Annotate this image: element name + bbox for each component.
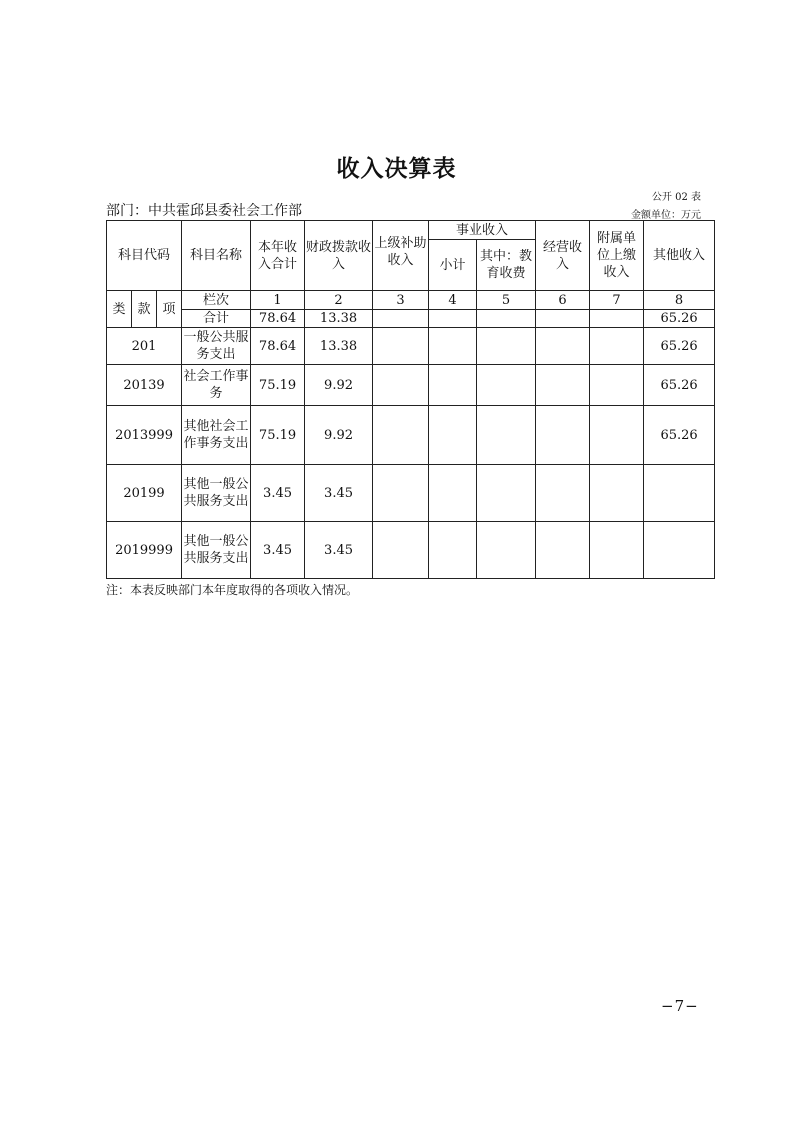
header-other: 其他收入 bbox=[644, 221, 715, 291]
col-no-4: 4 bbox=[429, 291, 477, 310]
header-row-1 bbox=[107, 221, 715, 240]
table-row-total bbox=[107, 310, 715, 328]
page-number: −7− bbox=[661, 997, 699, 1015]
cell-edu bbox=[477, 328, 536, 365]
cell-code: 2013999 bbox=[107, 406, 182, 465]
cell-fiscal: 3.45 bbox=[305, 522, 373, 579]
cell-upper bbox=[373, 365, 429, 406]
cell-upper bbox=[373, 406, 429, 465]
cell-code: 20199 bbox=[107, 465, 182, 522]
cell-upper bbox=[373, 328, 429, 365]
income-table bbox=[106, 220, 715, 579]
cell-edu bbox=[477, 522, 536, 579]
cell-total: 3.45 bbox=[251, 522, 305, 579]
cell-operating bbox=[536, 465, 590, 522]
cell-other: 65.26 bbox=[644, 365, 715, 406]
amount-unit: 金额单位：万元 bbox=[631, 210, 701, 221]
table-note: 注：本表反映部门本年度取得的各项收入情况。 bbox=[106, 583, 359, 597]
cell-name: 合计 bbox=[182, 310, 251, 328]
cell-operating bbox=[536, 310, 590, 328]
header-xiang: 项 bbox=[157, 291, 182, 328]
form-number: 公开 02 表 bbox=[651, 192, 701, 203]
cell-subsidiary bbox=[590, 310, 644, 328]
header-upper: 上级补助收入 bbox=[373, 221, 429, 291]
header-kuan: 款 bbox=[132, 291, 157, 328]
cell-name: 其他一般公共服务支出 bbox=[182, 465, 251, 522]
col-no-6: 6 bbox=[536, 291, 590, 310]
header-name: 科目名称 bbox=[182, 221, 251, 291]
cell-other: 65.26 bbox=[644, 406, 715, 465]
cell-subsidiary bbox=[590, 365, 644, 406]
cell-other: 65.26 bbox=[644, 310, 715, 328]
cell-subtotal bbox=[429, 465, 477, 522]
col-no-8: 8 bbox=[644, 291, 715, 310]
cell-edu bbox=[477, 365, 536, 406]
header-code: 科目代码 bbox=[107, 221, 182, 291]
cell-code: 201 bbox=[107, 328, 182, 365]
cell-operating bbox=[536, 522, 590, 579]
table-row bbox=[107, 406, 715, 465]
cell-other bbox=[644, 522, 715, 579]
cell-subsidiary bbox=[590, 522, 644, 579]
cell-upper bbox=[373, 465, 429, 522]
cell-name: 其他一般公共服务支出 bbox=[182, 522, 251, 579]
cell-edu bbox=[477, 406, 536, 465]
header-business: 事业收入 bbox=[429, 221, 536, 240]
col-no-2: 2 bbox=[305, 291, 373, 310]
cell-other: 65.26 bbox=[644, 328, 715, 365]
cell-edu bbox=[477, 465, 536, 522]
cell-subtotal bbox=[429, 406, 477, 465]
cell-upper bbox=[373, 310, 429, 328]
cell-fiscal: 13.38 bbox=[305, 328, 373, 365]
cell-subsidiary bbox=[590, 406, 644, 465]
table-row bbox=[107, 365, 715, 406]
cell-name: 社会工作事务 bbox=[182, 365, 251, 406]
cell-code: 2019999 bbox=[107, 522, 182, 579]
col-no-1: 1 bbox=[251, 291, 305, 310]
header-fiscal: 财政拨款收入 bbox=[305, 221, 373, 291]
table-row bbox=[107, 328, 715, 365]
cell-upper bbox=[373, 522, 429, 579]
cell-operating bbox=[536, 328, 590, 365]
cell-subtotal bbox=[429, 328, 477, 365]
department-label: 部门：中共霍邱县委社会工作部 bbox=[106, 203, 302, 219]
cell-total: 78.64 bbox=[251, 310, 305, 328]
cell-fiscal: 3.45 bbox=[305, 465, 373, 522]
table-row bbox=[107, 522, 715, 579]
cell-fiscal: 9.92 bbox=[305, 406, 373, 465]
cell-other bbox=[644, 465, 715, 522]
cell-subsidiary bbox=[590, 465, 644, 522]
cell-name: 其他社会工作事务支出 bbox=[182, 406, 251, 465]
header-lei: 类 bbox=[107, 291, 132, 328]
col-no-5: 5 bbox=[477, 291, 536, 310]
cell-operating bbox=[536, 406, 590, 465]
header-edu: 其中：教育收费 bbox=[477, 240, 536, 291]
header-lanci: 栏次 bbox=[182, 291, 251, 310]
page-title: 收入决算表 bbox=[336, 156, 457, 182]
table-row bbox=[107, 465, 715, 522]
col-no-3: 3 bbox=[373, 291, 429, 310]
header-operating: 经营收入 bbox=[536, 221, 590, 291]
header-subsidiary: 附属单位上缴收入 bbox=[590, 221, 644, 291]
header-subtotal: 小计 bbox=[429, 240, 477, 291]
cell-edu bbox=[477, 310, 536, 328]
cell-fiscal: 9.92 bbox=[305, 365, 373, 406]
cell-name: 一般公共服务支出 bbox=[182, 328, 251, 365]
cell-subtotal bbox=[429, 522, 477, 579]
cell-code: 20139 bbox=[107, 365, 182, 406]
cell-total: 3.45 bbox=[251, 465, 305, 522]
cell-subsidiary bbox=[590, 328, 644, 365]
cell-total: 78.64 bbox=[251, 328, 305, 365]
column-number-row bbox=[107, 291, 715, 310]
cell-subtotal bbox=[429, 365, 477, 406]
cell-total: 75.19 bbox=[251, 406, 305, 465]
col-no-7: 7 bbox=[590, 291, 644, 310]
cell-fiscal: 13.38 bbox=[305, 310, 373, 328]
cell-subtotal bbox=[429, 310, 477, 328]
cell-total: 75.19 bbox=[251, 365, 305, 406]
cell-operating bbox=[536, 365, 590, 406]
header-total: 本年收入合计 bbox=[251, 221, 305, 291]
